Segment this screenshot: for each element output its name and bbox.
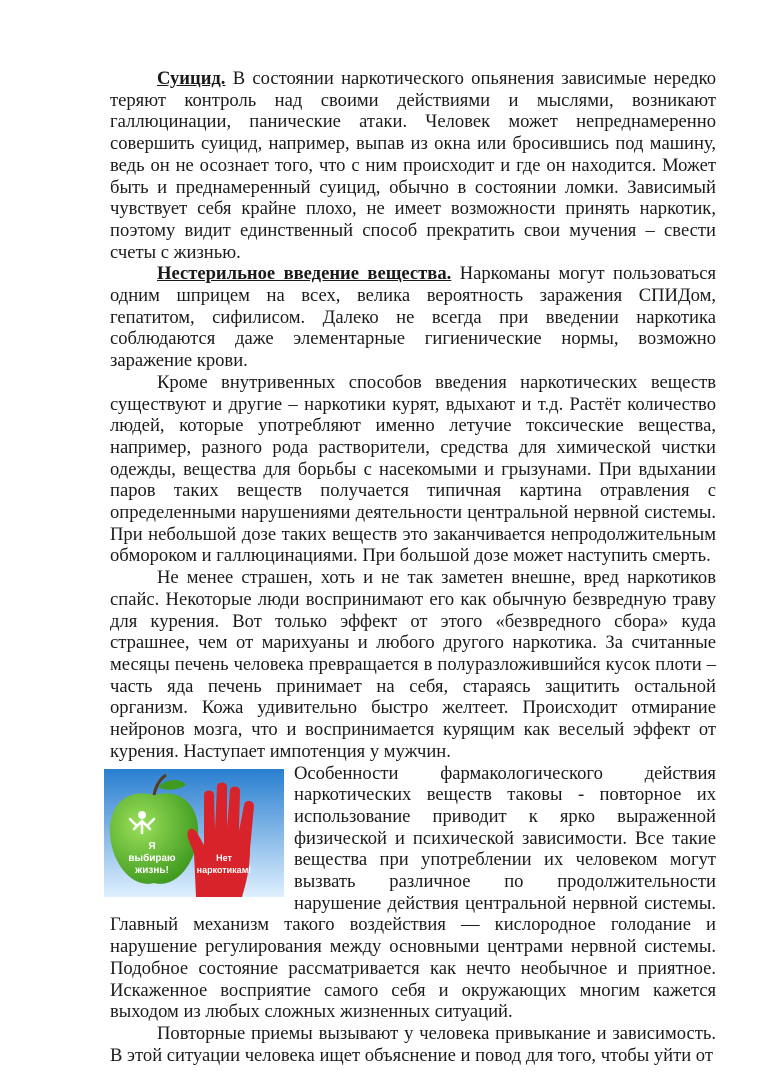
paragraph-suicide-text: В состоянии наркотического опьянения зависимые нередко теряют контроль над своими действиями и мыслями, возникают галлюцинации, панические атаки. Человек может непреднамеренно совершить суицид, например, выпав из окна или бросившись под машину, ведь он не осознает того, что с ним происходит и где он находится. Может быть и преднамеренный суицид, обычно в состоянии ломки. Зависимый чувствует себя крайне плохо, не имеет возможности принять наркотик, поэтому видит единственный способ прекратить свои мучения – свести счеты с жизнью. xyxy=(110,68,716,263)
paragraph-suicide xyxy=(110,68,716,263)
paragraph-nonsterile-text: Наркоманы могут пользоваться одним шприцем на всех, велика вероятность заражения СПИДом, гепатитом, сифилисом. Далеко не всегда при введении наркотика соблюдаются даже элементарные гигиенические нормы, возможно заражение крови. xyxy=(110,263,716,372)
paragraph-spice: Не менее страшен, хоть и не так заметен внешне, вред наркотиков спайс. Некоторые люди воспринимают его как обычную безвредную траву для курения. Вот только эффект от этого «безвредного сбора» куда страшнее, чем от марихуаны и любого другого наркотика. За считанные месяцы печень человека превращается в полуразложившийся кусок плоти – часть яда печень принимает на себя, стараясь защитить остальной организм. Кожа удивительно быстро желтеет. Происходит отмирание нейронов мозга, что и воспринимается курящим как веселый эффект от курения. Наступает импотенция у мужчин. xyxy=(110,567,716,762)
paragraph-inhalants: Кроме внутривенных способов введения наркотических веществ существуют и другие – наркотики курят, вдыхают и т.д. Растёт количество людей, которые употребляют именно летучие токсические вещества, например, разного рода растворители, средства для химической чистки одежды, вещества для борьбы с насекомыми и грызунами. При вдыхании паров таких веществ получается типичная картина отравления с определенными нарушениями деятельности центральной нервной системы. При небольшой дозе таких веществ это заканчивается непродолжительным обмороком и галлюцинациями. При большой дозе может наступить смерть. xyxy=(110,371,716,567)
heading-nonsterile: Нестерильное введение вещества. xyxy=(157,263,452,285)
apple-label-line1: Я xyxy=(148,840,156,852)
hand-label-line2: наркотикам! xyxy=(196,864,252,875)
paragraph-nonsterile xyxy=(110,263,716,372)
apple-label-line2: выбираю xyxy=(128,852,176,864)
apple-label-line3: жизнь! xyxy=(135,864,169,876)
no-drugs-illustration xyxy=(104,769,284,897)
heading-suicide: Суицид. xyxy=(157,68,226,89)
document-text xyxy=(110,68,716,1066)
paragraph-repeated-use: Повторные приемы вызывают у человека привыкание и зависимость. В этой ситуации человека ищет объяснение и повод для того, чтобы уйти от xyxy=(110,1022,716,1066)
paragraph-pharmacology xyxy=(110,763,716,1023)
paragraph-pharmacology-text: Особенности фармакологического действия наркотических веществ таковы - повторное их использование приводит к ярко выраженной физической и психической зависимости. Все такие вещества при употреблении их человеком могут вызвать различное по продолжительности нарушение действия центральной нервной системы. Главный механизм такого воздействия — кислородное голодание и нарушение регулирования между основными центрами нервной системы. Подобное состояние рассматривается как нечто необычное и приятное. Искаженное восприятие самого себя и окружающих многим кажется выходом из любых сложных жизненных ситуаций. xyxy=(110,762,716,1023)
hand-label-line1: Нет xyxy=(216,852,232,863)
